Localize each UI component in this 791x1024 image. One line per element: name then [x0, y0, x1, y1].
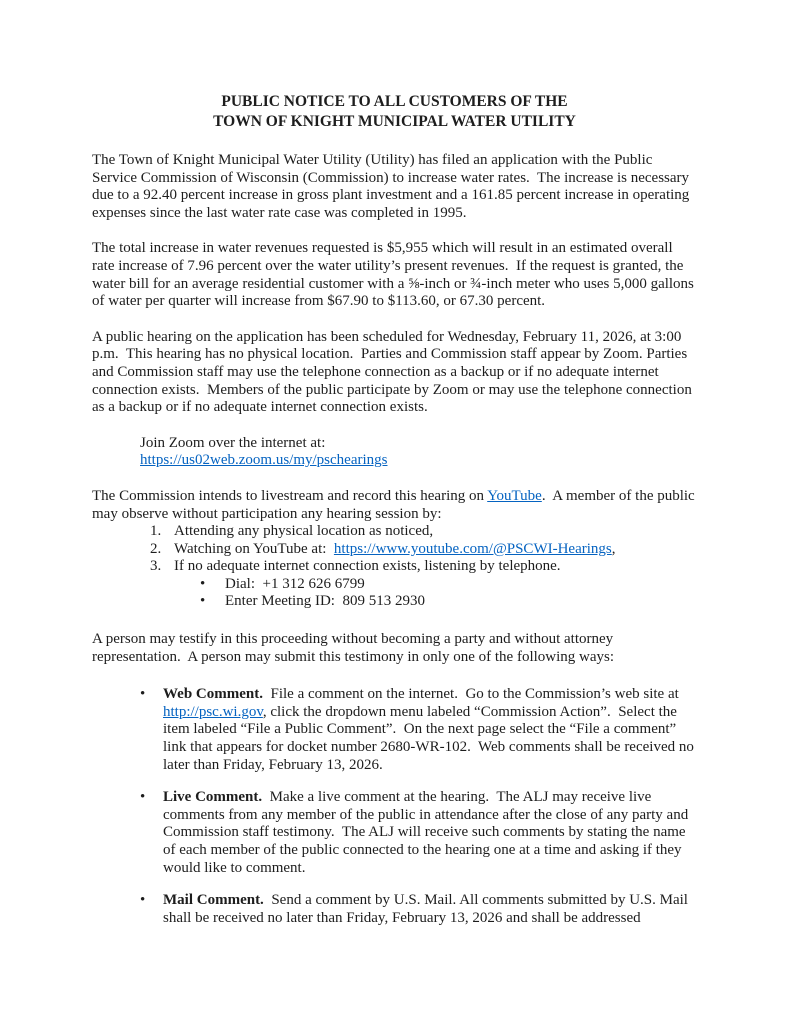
- paragraph-application-filed: [92, 152, 697, 222]
- paragraph-application-filed-text: The Town of Knight Municipal Water Utility (Utility) has filed an application with the Public Service Commission of Wisconsin (Commission) to increase water rates. The increase is necessary due to a 92.40 percent increase in gross plant investment and a 161.85 percent increase in operating expenses since the last water rate case was completed in 1995.: [92, 152, 694, 221]
- paragraph-testify: [92, 631, 697, 666]
- page-title-line-2: TOWN OF KNIGHT MUNICIPAL WATER UTILITY: [213, 113, 576, 130]
- paragraph-public-hearing-text: A public hearing on the application has been scheduled for Wednesday, February 11, 2026, at 3:00 p.m. This hearing has no physical location. Parties and Commission staff appear by Zoom. Parties and Commission staff may use the telephone connection as a backup or if no adequate internet connection exists. Members of the public participate by Zoom or may use the telephone connection as a backup or if no adequate internet connection exists.: [92, 328, 696, 416]
- meeting-id-bullet-marker: •: [200, 593, 206, 610]
- page-title-line-1: PUBLIC NOTICE TO ALL CUSTOMERS OF THE: [221, 93, 568, 110]
- zoom-hearing-link[interactable]: https://us02web.zoom.us/my/pschearings: [140, 452, 388, 469]
- numbered-item-1-marker: 1.: [150, 523, 162, 540]
- numbered-item-3-text: If no adequate internet connection exists, listening by telephone.: [174, 558, 561, 575]
- numbered-item-1-text: Attending any physical location as noticed,: [174, 523, 434, 540]
- mail-comment-bullet-marker: •: [140, 892, 146, 909]
- numbered-item-3-marker: 3.: [150, 558, 162, 575]
- page-title: [92, 92, 697, 132]
- mail-comment-text: Mail Comment. Send a comment by U.S. Mail. All comments submitted by U.S. Mail shall be received no later than Friday, February 13, 2026 and shall be addressed: [163, 892, 692, 926]
- mail-comment-label: Mail Comment.: [163, 892, 264, 909]
- web-comment-label: Web Comment.: [163, 686, 263, 703]
- zoom-join-line: Join Zoom over the internet at:: [140, 434, 326, 451]
- numbered-item-2-text: Watching on YouTube at: https://www.youtube.com/@PSCWI-Hearings,: [174, 540, 616, 557]
- dial-bullet-marker: •: [200, 575, 206, 592]
- zoom-join-block: [92, 435, 697, 470]
- psc-website-link[interactable]: http://psc.wi.gov: [163, 703, 263, 720]
- paragraph-revenue-increase: [92, 240, 697, 310]
- numbered-item-2: [92, 541, 697, 559]
- meeting-id-text: Enter Meeting ID: 809 513 2930: [225, 593, 425, 610]
- paragraph-public-hearing: [92, 329, 697, 417]
- web-comment-bullet-marker: •: [140, 686, 146, 703]
- livestream-text-pre: The Commission intends to livestream and record this hearing on: [92, 487, 488, 504]
- meeting-id-line: [92, 593, 697, 611]
- paragraph-livestream: [92, 488, 697, 523]
- paragraph-testify-text: A person may testify in this proceeding without becoming a party and without attorney representation. A person may submit this testimony in only one of the following ways:: [92, 631, 617, 665]
- live-comment-bullet-marker: •: [140, 789, 146, 806]
- numbered-item-3: [92, 558, 697, 576]
- youtube-hearings-url-link[interactable]: https://www.youtube.com/@PSCWI-Hearings: [333, 540, 612, 557]
- numbered-item-2-marker: 2.: [150, 540, 162, 557]
- numbered-item-1: [92, 523, 697, 541]
- live-comment-text: Live Comment. Make a live comment at the hearing. The ALJ may receive live comments from any member of the public in attendance after the close of any party and Commission staff testimony. The ALJ will receive such comments by stating the name of each member of the public connected to the hearing one at a time and asking if they would like to comment.: [163, 789, 692, 876]
- livestream-text-post: . A member of the public may observe without participation any hearing session by:: [92, 487, 699, 522]
- observe-options-list: [92, 523, 697, 611]
- dial-line: [92, 576, 697, 594]
- paragraph-revenue-increase-text: The total increase in water revenues requested is $5,955 which will result in an estimated overall rate increase of 7.96 percent over the water utility’s present revenues. If the request is granted, the water bill for an average residential customer with a ⅝-inch or ¾-inch meter who uses 5,000 gallons of water per quarter will increase from $67.90 to $113.60, or 67.30 percent.: [92, 240, 698, 310]
- bullet-mail-comment: [92, 892, 697, 927]
- bullet-live-comment: [92, 789, 697, 877]
- bullet-web-comment: [92, 686, 697, 774]
- dial-number-text: Dial: +1 312 626 6799: [225, 575, 365, 592]
- youtube-link[interactable]: YouTube: [487, 487, 542, 504]
- web-comment-text: Web Comment. File a comment on the internet. Go to the Commission’s web site at http://psc.wi.gov, click the dropdown menu labeled “Commission Action”. Select the item labeled “File a Public Comment”. On the next page select the “File a comment” link that appears for docket number 2680-WR-102. Web comments shall be received no later than Friday, February 13, 2026.: [163, 686, 698, 773]
- live-comment-label: Live Comment.: [163, 789, 263, 806]
